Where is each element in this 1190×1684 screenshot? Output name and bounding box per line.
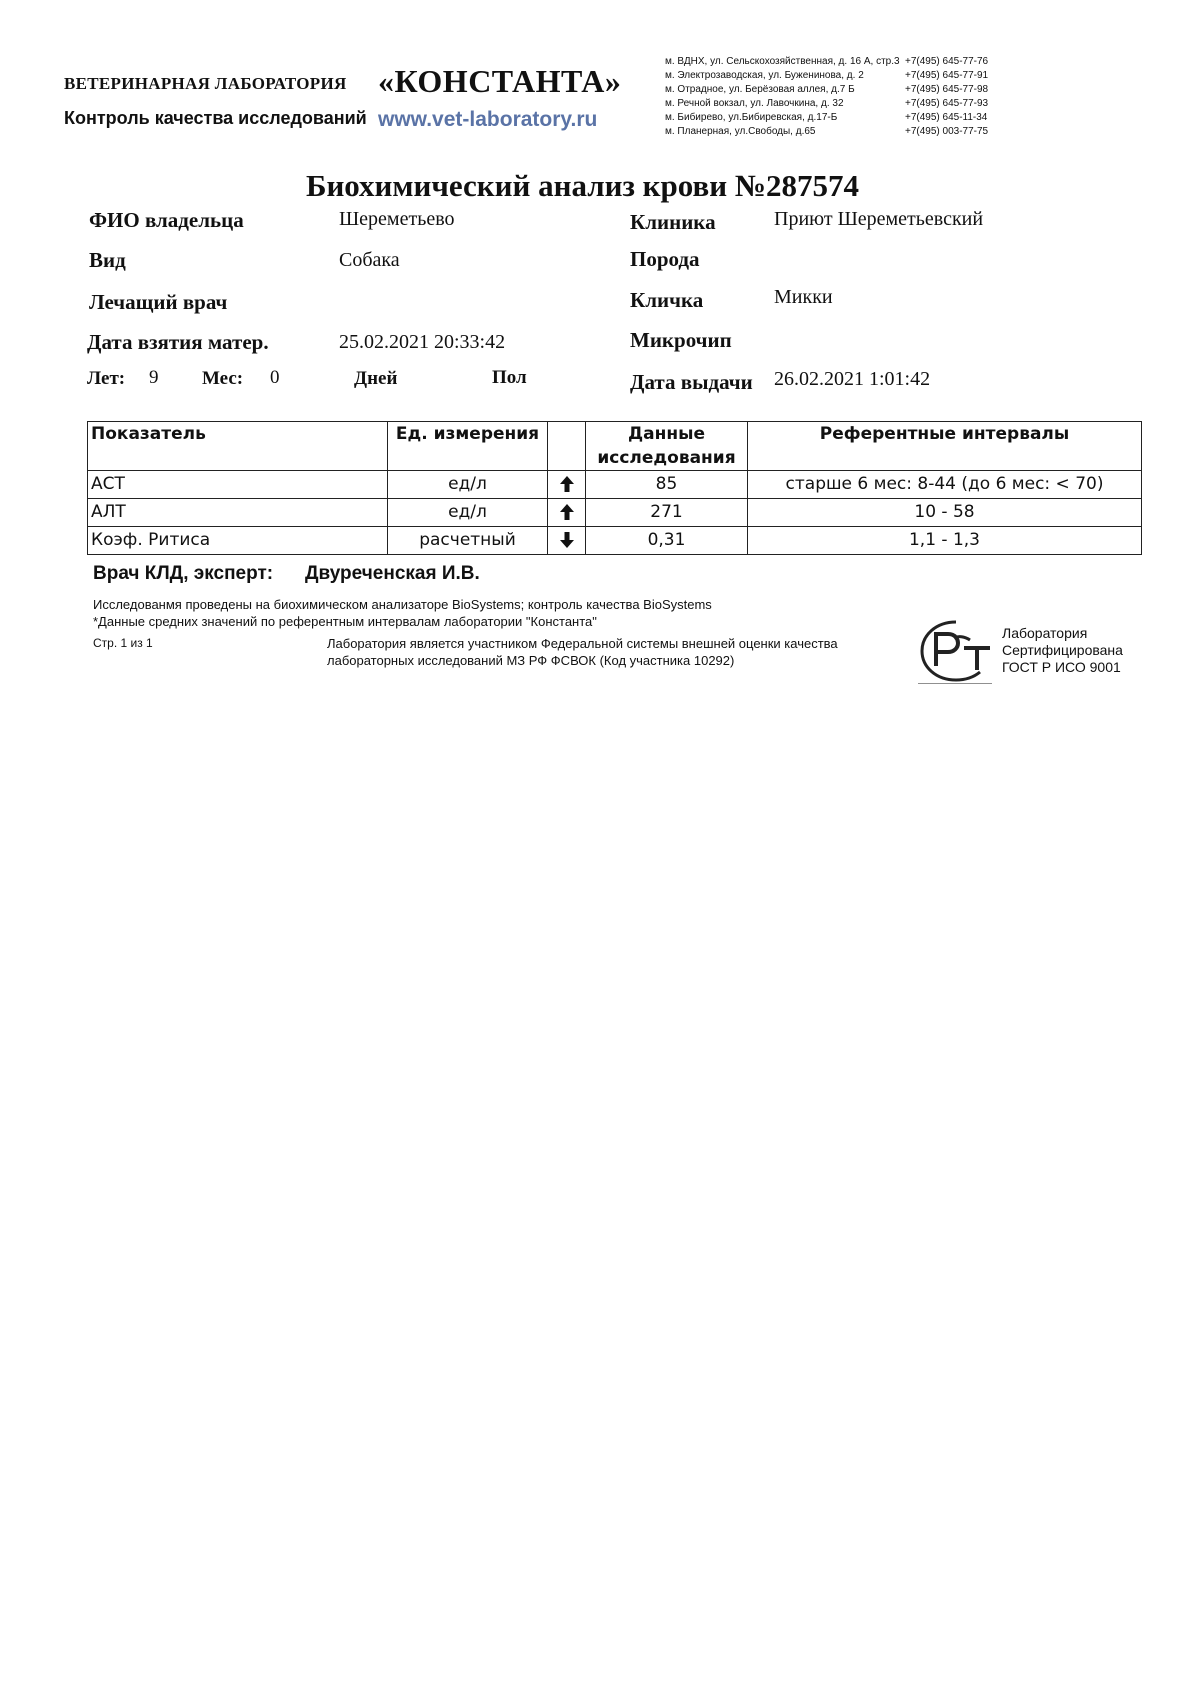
cert-text: ГОСТ Р ИСО 9001 [1002,659,1121,675]
fsvok-text: Лаборатория является участником Федеральной системы внешней оценки качества [327,636,838,651]
issue-date-value: 26.02.2021 1:01:42 [774,368,931,390]
reference-cell: 1,1 - 1,3 [748,527,1142,555]
header-reference: Референтные интервалы [748,422,1142,471]
value-cell: 271 [586,499,748,527]
address-line: м. Электрозаводская, ул. Буженинова, д. 2 [665,70,864,81]
owner-label: ФИО владельца [89,208,244,232]
sex-label: Пол [492,367,527,388]
rst-certification-logo-icon [918,618,992,684]
lab-prefix: ВЕТЕРИНАРНАЯ ЛАБОРАТОРИЯ [64,74,347,93]
months-label: Мес: [202,368,244,389]
address-line: м. Отрадное, ул. Берёзовая аллея, д.7 Б [665,84,855,95]
lab-name: «КОНСТАНТА» [378,63,622,99]
unit-cell: ед/л [388,499,548,527]
indicator-cell: АСТ [88,471,388,499]
expert-name: Двуреченская И.В. [305,563,480,584]
lab-subtitle: Контроль качества исследований [64,108,367,128]
reference-note: *Данные средних значений по референтным интервалам лаборатории "Константа" [93,614,597,629]
clinic-label: Клиника [630,210,716,234]
phone-line: +7(495) 645-11-34 [905,112,988,123]
pet-name-value: Микки [774,286,833,308]
species-label: Вид [89,248,126,272]
header-unit: Ед. измерения [388,422,548,471]
address-line: м. Планерная, ул.Свободы, д.65 [665,126,816,137]
breed-label: Порода [630,247,700,271]
cert-text: Лаборатория [1002,625,1088,641]
cert-text: Сертифицирована [1002,642,1123,658]
expert-label: Врач КЛД, эксперт: [93,563,274,584]
table-row [88,527,1142,555]
fsvok-text: лабораторных исследований МЗ РФ ФСВОК (Код участника 10292) [327,653,735,668]
reference-cell: 10 - 58 [748,499,1142,527]
header-data: Данные исследования [586,422,748,471]
reference-cell: старше 6 мес: 8-44 (до 6 мес: < 70) [748,471,1142,499]
up-arrow-icon [559,475,575,493]
days-label: Дней [354,368,398,389]
phone-line: +7(495) 645-77-93 [905,98,989,109]
sample-date-value: 25.02.2021 20:33:42 [339,331,506,353]
header-indicator: Показатель [88,422,388,471]
document-title: Биохимический анализ крови №287574 [305,168,860,203]
analyzer-note: Исследованмя проведены на биохимическом анализаторе BioSystems; контроль качества BioSystems [93,597,712,612]
down-arrow-icon [559,531,575,549]
doctor-label: Лечащий врач [89,290,228,314]
clinic-value: Приют Шереметьевский [774,208,984,230]
phone-line: +7(495) 003-77-75 [905,126,989,137]
years-value: 9 [149,367,159,388]
page-number: Стр. 1 из 1 [93,636,153,650]
unit-cell: ед/л [388,471,548,499]
address-line: м. Бибирево, ул.Бибиревская, д.17-Б [665,112,838,123]
phone-line: +7(495) 645-77-98 [905,84,989,95]
years-label: Лет: [87,368,126,389]
issue-date-label: Дата выдачи [630,370,753,394]
table-header-row [88,422,1142,471]
sample-date-label: Дата взятия матер. [87,330,269,354]
table-row [88,471,1142,499]
value-cell: 85 [586,471,748,499]
flag-cell [548,471,586,499]
results-table [87,421,1142,555]
flag-cell [548,527,586,555]
address-line: м. ВДНХ, ул. Сельскохозяйственная, д. 16 А, стр.3 [665,56,900,67]
months-value: 0 [270,367,280,388]
phone-line: +7(495) 645-77-76 [905,56,989,67]
phone-line: +7(495) 645-77-91 [905,70,989,81]
address-line: м. Речной вокзал, ул. Лавочкина, д. 32 [665,98,844,109]
owner-value: Шереметьево [339,208,455,230]
lab-website: www.vet-laboratory.ru [378,108,598,131]
pet-name-label: Кличка [630,288,704,312]
value-cell: 0,31 [586,527,748,555]
indicator-cell: Коэф. Ритиса [88,527,388,555]
up-arrow-icon [559,503,575,521]
indicator-cell: АЛТ [88,499,388,527]
microchip-label: Микрочип [630,328,732,352]
species-value: Собака [339,249,400,271]
table-row [88,499,1142,527]
unit-cell: расчетный [388,527,548,555]
flag-cell [548,499,586,527]
header-flag [548,422,586,471]
